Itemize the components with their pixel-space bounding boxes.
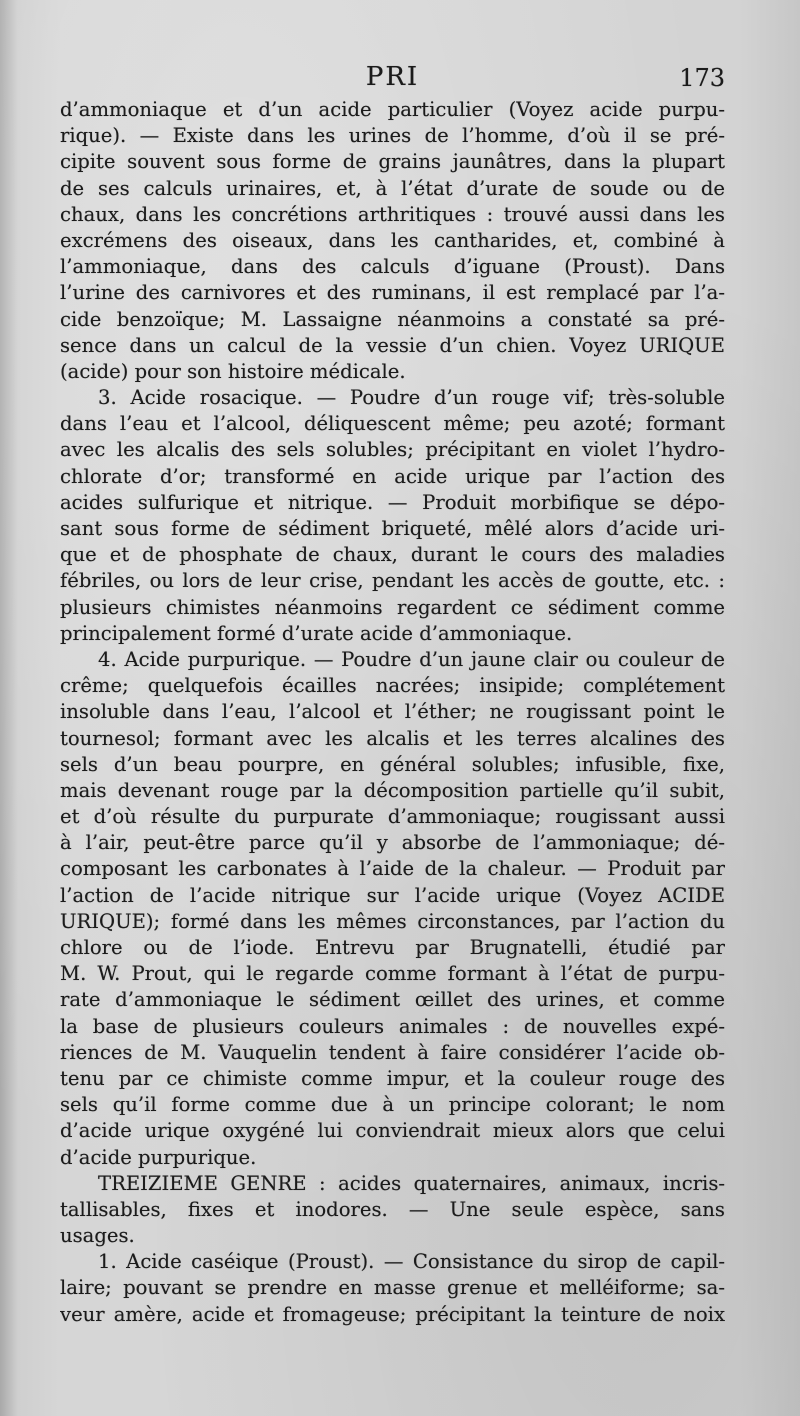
paragraph-start-line: 4. Acide purpurique. — Poudre d’un jaune clair ou couleur de	[98, 647, 725, 671]
text-line: rate d’ammoniaque le sédiment œillet des urines, et comme	[60, 988, 725, 1012]
text-line: et d’où résulte du purpurate d’ammoniaque; rougissant aussi	[60, 805, 725, 829]
text-line: tournesol; formant avec les alcalis et les terres alcalines des	[60, 726, 725, 750]
text-line: l’urine des carnivores et des ruminans, il est remplacé par l’a-	[60, 281, 725, 305]
text-line: riences de M. Vauquelin tendent à faire considérer l’acide ob-	[60, 1040, 725, 1064]
text-line: mais devenant rouge par la décomposition partielle qu’il subit,	[60, 778, 725, 802]
text-line: fébriles, ou lors de leur crise, pendant les accès de goutte, etc. :	[60, 569, 725, 593]
text-line: excrémens des oiseaux, dans les cantharides, et, combiné à	[60, 228, 725, 252]
running-title: PRI	[365, 62, 420, 92]
paragraph-start-line: 3. Acide rosacique. — Poudre d’un rouge vif; très-soluble	[98, 386, 725, 410]
text-line: usages.	[60, 1224, 135, 1248]
text-line: veur amère, acide et fromageuse; précipitant la teinture de noix	[60, 1302, 725, 1326]
text-line: à l’air, peut-être parce qu’il y absorbe de l’ammoniaque; dé-	[60, 831, 725, 855]
text-line: l’ammoniaque, dans des calculs d’iguane (Proust). Dans	[60, 255, 725, 279]
text-line: principalement formé d’urate acide d’ammoniaque.	[60, 621, 573, 645]
page-number: 173	[679, 64, 725, 92]
text-line	[60, 1328, 725, 1354]
text-line: rique). — Existe dans les urines de l’homme, d’où il se pré-	[60, 124, 725, 148]
text-line: crême; quelquefois écailles nacrées; insipide; complétement	[60, 674, 725, 698]
text-line: laire; pouvant se prendre en masse grenue et melléiforme; sa-	[60, 1276, 725, 1300]
text-line: composant les carbonates à l’aide de la chaleur. — Produit par	[60, 857, 725, 881]
body-text	[60, 97, 725, 1354]
text-line: tallisables, fixes et inodores. — Une seule espèce, sans	[60, 1197, 725, 1221]
page-header	[60, 62, 725, 102]
text-line: chaux, dans les concrétions arthritiques : trouvé aussi dans les	[60, 202, 725, 226]
text-line: d’acide purpurique.	[60, 1145, 257, 1169]
text-line: d’acide urique oxygéné lui conviendrait mieux alors que celui	[60, 1119, 725, 1143]
text-line: tenu par ce chimiste comme impur, et la couleur rouge des	[60, 1066, 725, 1090]
text-line: sels qu’il forme comme due à un principe colorant; le nom	[60, 1093, 725, 1117]
text-line: (acide) pour son histoire médicale.	[60, 359, 406, 383]
text-line: URIQUE); formé dans les mêmes circonstances, par l’action du	[60, 909, 725, 933]
genus-heading-line: TREIZIEME GENRE : acides quaternaires, animaux, incris-	[98, 1171, 725, 1195]
text-line: de ses calculs urinaires, et, à l’état d’urate de soude ou de	[60, 176, 725, 200]
text-line: insoluble dans l’eau, l’alcool et l’éther; ne rougissant point le	[60, 700, 725, 724]
text-line: M. W. Prout, qui le regarde comme formant à l’état de purpu-	[60, 962, 725, 986]
text-line: la base de plusieurs couleurs animales : de nouvelles expé-	[60, 1014, 725, 1038]
text-line: cipite souvent sous forme de grains jaunâtres, dans la plupart	[60, 150, 725, 174]
text-line: avec les alcalis des sels solubles; précipitant en violet l’hydro-	[60, 438, 725, 462]
paragraph-start-line: 1. Acide caséique (Proust). — Consistance du sirop de capil-	[98, 1250, 725, 1274]
text-line: acides sulfurique et nitrique. — Produit morbifique se dépo-	[60, 490, 725, 514]
text-line: d’ammoniaque et d’un acide particulier (Voyez acide purpu-	[60, 98, 725, 121]
text-line: chlore ou de l’iode. Entrevu par Brugnatelli, étudié par	[60, 936, 725, 959]
text-line: cide benzoïque; M. Lassaigne néanmoins a constaté sa pré-	[60, 307, 725, 331]
text-line: dans l’eau et l’alcool, déliquescent même; peu azoté; formant	[60, 412, 725, 436]
text-line: sels d’un beau pourpre, en général solubles; infusible, fixe,	[60, 752, 725, 776]
text-line: chlorate d’or; transformé en acide urique par l’action des	[60, 464, 725, 488]
text-line: plusieurs chimistes néanmoins regardent ce sédiment comme	[60, 595, 725, 619]
text-line: sence dans un calcul de la vessie d’un chien. Voyez URIQUE	[60, 333, 725, 357]
text-line: sant sous forme de sédiment briqueté, mêlé alors d’acide uri-	[60, 517, 725, 540]
text-line: l’action de l’acide nitrique sur l’acide urique (Voyez ACIDE	[60, 883, 725, 907]
text-line: que et de phosphate de chaux, durant le cours des maladies	[60, 543, 725, 567]
